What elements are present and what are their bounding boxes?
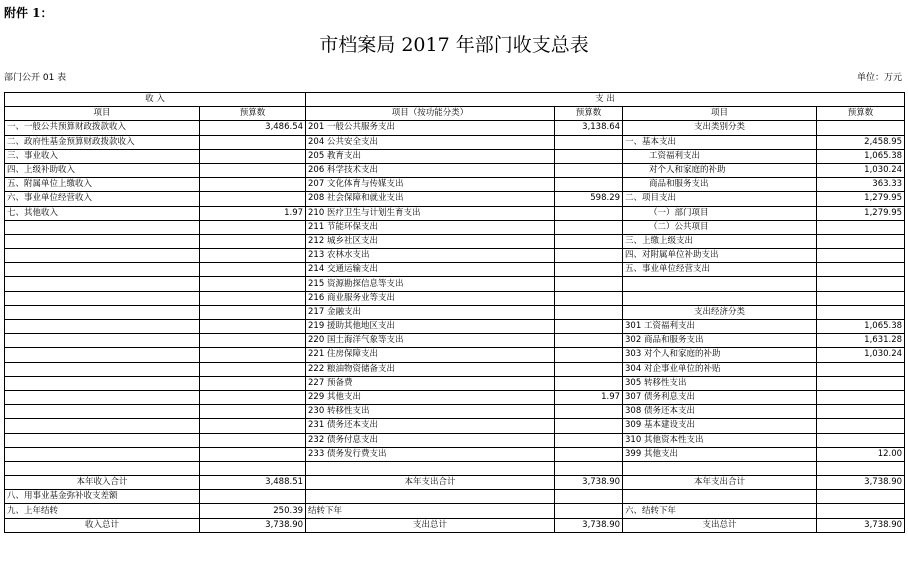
expense-function-budget-cell — [555, 376, 623, 390]
expense-function-item-cell: 219 援助其他地区支出 — [306, 320, 555, 334]
income-budget-cell — [200, 390, 306, 404]
income-item-cell — [5, 249, 200, 263]
expense-category-budget-cell: 1,065.38 — [817, 149, 905, 163]
income-item-cell — [5, 220, 200, 234]
expense-category-budget-cell — [817, 277, 905, 291]
expense-category-budget-cell — [817, 390, 905, 404]
expense-category-item-cell: 工资福利支出 — [623, 149, 817, 163]
expense-function-item-cell: 212 城乡社区支出 — [306, 234, 555, 248]
expense-function-budget-cell — [555, 206, 623, 220]
income-budget-cell — [200, 490, 306, 504]
expense-function-item-cell: 217 金融支出 — [306, 305, 555, 319]
col-header-budget: 预算数 — [200, 107, 306, 121]
expense-function-item-cell: 233 债务发行费支出 — [306, 447, 555, 461]
expense-category-budget-cell — [817, 405, 905, 419]
income-budget-cell — [200, 277, 306, 291]
income-item-cell — [5, 376, 200, 390]
expense-function-budget-cell — [555, 362, 623, 376]
expense-function-budget-cell — [555, 277, 623, 291]
table-row — [5, 121, 905, 135]
income-budget-cell — [200, 135, 306, 149]
income-item-cell — [5, 320, 200, 334]
expense-function-item-cell: 221 住房保障支出 — [306, 348, 555, 362]
table-row — [5, 249, 905, 263]
table-row — [5, 490, 905, 504]
income-item-cell — [5, 433, 200, 447]
table-row — [5, 518, 905, 532]
income-budget-cell: 1.97 — [200, 206, 306, 220]
income-budget-cell: 3,486.54 — [200, 121, 306, 135]
table-row — [5, 305, 905, 319]
table-row — [5, 419, 905, 433]
expense-function-budget-cell — [555, 405, 623, 419]
table-row — [5, 220, 905, 234]
income-item-cell — [5, 419, 200, 433]
expense-category-budget-cell — [817, 249, 905, 263]
expense-function-item-cell: 231 债务还本支出 — [306, 419, 555, 433]
expense-category-item-cell: 307 债务利息支出 — [623, 390, 817, 404]
income-budget-cell: 3,738.90 — [200, 518, 306, 532]
unit-label: 单位：万元 — [856, 73, 902, 83]
expense-function-budget-cell: 598.29 — [555, 192, 623, 206]
table-row — [5, 163, 905, 177]
expense-category-item-cell: 310 其他资本性支出 — [623, 433, 817, 447]
expense-function-item-cell: 204 公共安全支出 — [306, 135, 555, 149]
table-row — [5, 277, 905, 291]
col-header-item: 项目 — [623, 107, 817, 121]
expense-function-item-cell: 213 农林水支出 — [306, 249, 555, 263]
table-row — [5, 504, 905, 518]
expense-function-item-cell: 208 社会保障和就业支出 — [306, 192, 555, 206]
expense-function-budget-cell — [555, 447, 623, 461]
table-row — [5, 149, 905, 163]
income-item-cell — [5, 348, 200, 362]
expense-function-item-cell: 结转下年 — [306, 504, 555, 518]
expense-category-item-cell: （一）部门项目 — [623, 206, 817, 220]
income-budget-cell — [200, 362, 306, 376]
col-header-budget: 预算数 — [555, 107, 623, 121]
income-budget-cell — [200, 178, 306, 192]
expense-function-budget-cell — [555, 178, 623, 192]
expense-function-item-cell: 201 一般公共服务支出 — [306, 121, 555, 135]
expense-function-item-cell — [306, 490, 555, 504]
expense-category-budget-cell: 12.00 — [817, 447, 905, 461]
income-item-cell — [5, 305, 200, 319]
expense-function-budget-cell — [555, 334, 623, 348]
expense-function-budget-cell — [555, 433, 623, 447]
income-budget-cell — [200, 320, 306, 334]
income-item-cell: 六、事业单位经营收入 — [5, 192, 200, 206]
income-item-cell: 八、用事业基金弥补收支差额 — [5, 490, 200, 504]
expense-function-item-cell: 227 预备费 — [306, 376, 555, 390]
col-header-item: 项目 — [5, 107, 200, 121]
income-budget-cell — [200, 461, 306, 475]
income-budget-cell — [200, 163, 306, 177]
expense-function-budget-cell — [555, 419, 623, 433]
income-budget-cell — [200, 249, 306, 263]
expense-category-budget-cell: 1,279.95 — [817, 206, 905, 220]
expense-category-item-cell: 对个人和家庭的补助 — [623, 163, 817, 177]
income-budget-cell — [200, 291, 306, 305]
income-item-cell — [5, 263, 200, 277]
expense-category-budget-cell — [817, 433, 905, 447]
expense-category-item-cell: 本年支出合计 — [623, 476, 817, 490]
expense-function-budget-cell — [555, 135, 623, 149]
expense-category-budget-cell: 1,065.38 — [817, 320, 905, 334]
income-item-cell: 四、上级补助收入 — [5, 163, 200, 177]
income-item-cell — [5, 447, 200, 461]
income-budget-cell — [200, 405, 306, 419]
expense-category-item-cell: 三、上缴上级支出 — [623, 234, 817, 248]
expense-category-item-cell: 支出类别分类 — [623, 121, 817, 135]
income-item-cell — [5, 461, 200, 475]
table-row — [5, 376, 905, 390]
income-item-cell — [5, 234, 200, 248]
income-item-cell: 收入总计 — [5, 518, 200, 532]
income-budget-cell — [200, 234, 306, 248]
income-budget-cell — [200, 433, 306, 447]
income-budget-cell — [200, 192, 306, 206]
expense-category-budget-cell — [817, 376, 905, 390]
expense-function-budget-cell — [555, 504, 623, 518]
table-row — [5, 433, 905, 447]
expense-category-item-cell: 商品和服务支出 — [623, 178, 817, 192]
income-item-cell — [5, 405, 200, 419]
table-row — [5, 348, 905, 362]
expense-function-budget-cell — [555, 163, 623, 177]
income-budget-cell — [200, 263, 306, 277]
expense-function-item-cell: 232 债务付息支出 — [306, 433, 555, 447]
expense-category-budget-cell: 363.33 — [817, 178, 905, 192]
expense-category-budget-cell: 2,458.95 — [817, 135, 905, 149]
expense-category-budget-cell — [817, 291, 905, 305]
expense-category-item-cell: 308 债务还本支出 — [623, 405, 817, 419]
expense-function-budget-cell — [555, 291, 623, 305]
expense-function-budget-cell: 3,738.90 — [555, 476, 623, 490]
expense-category-item-cell: 309 基本建设支出 — [623, 419, 817, 433]
table-row — [5, 390, 905, 404]
income-item-cell: 二、政府性基金预算财政拨款收入 — [5, 135, 200, 149]
income-budget-cell — [200, 376, 306, 390]
page-title: 市档案局 2017 年部门收支总表 — [319, 34, 589, 56]
expense-function-budget-cell — [555, 348, 623, 362]
expense-category-budget-cell — [817, 461, 905, 475]
expense-category-item-cell: 支出经济分类 — [623, 305, 817, 319]
income-budget-cell — [200, 419, 306, 433]
table-row — [5, 320, 905, 334]
income-item-cell: 七、其他收入 — [5, 206, 200, 220]
expense-function-budget-cell: 3,138.64 — [555, 121, 623, 135]
expense-category-item-cell: 一、基本支出 — [623, 135, 817, 149]
form-id: 部门公开 01 表 — [4, 73, 67, 83]
expense-function-item-cell: 229 其他支出 — [306, 390, 555, 404]
expense-category-item-cell: 二、项目支出 — [623, 192, 817, 206]
expense-category-budget-cell — [817, 234, 905, 248]
expense-function-item-cell: 207 文化体育与传媒支出 — [306, 178, 555, 192]
expense-category-budget-cell: 1,279.95 — [817, 192, 905, 206]
income-item-cell — [5, 291, 200, 305]
income-budget-cell: 250.39 — [200, 504, 306, 518]
expense-category-item-cell — [623, 277, 817, 291]
expense-category-budget-cell: 3,738.90 — [817, 518, 905, 532]
expense-category-item-cell: 302 商品和服务支出 — [623, 334, 817, 348]
col-header-item-function: 项目（按功能分类） — [306, 107, 555, 121]
table-row — [5, 234, 905, 248]
income-budget-cell: 3,488.51 — [200, 476, 306, 490]
expense-function-budget-cell: 1.97 — [555, 390, 623, 404]
expense-function-budget-cell — [555, 234, 623, 248]
expense-function-item-cell: 216 商业服务业等支出 — [306, 291, 555, 305]
expense-category-item-cell: （二）公共项目 — [623, 220, 817, 234]
expense-function-item-cell: 206 科学技术支出 — [306, 163, 555, 177]
income-item-cell — [5, 362, 200, 376]
column-header-row — [5, 107, 905, 121]
attachment-label: 附件 1： — [4, 6, 53, 20]
expense-category-item-cell: 305 转移性支出 — [623, 376, 817, 390]
income-budget-cell — [200, 220, 306, 234]
expense-function-item-cell: 本年支出合计 — [306, 476, 555, 490]
budget-table — [4, 92, 905, 533]
expense-function-budget-cell — [555, 490, 623, 504]
expense-function-budget-cell — [555, 461, 623, 475]
table-row — [5, 362, 905, 376]
expense-category-item-cell — [623, 461, 817, 475]
income-item-cell: 九、上年结转 — [5, 504, 200, 518]
table-row — [5, 334, 905, 348]
expense-function-item-cell: 215 资源勘探信息等支出 — [306, 277, 555, 291]
expense-category-item-cell: 五、事业单位经营支出 — [623, 263, 817, 277]
expense-category-budget-cell — [817, 121, 905, 135]
income-item-cell: 一、一般公共预算财政拨款收入 — [5, 121, 200, 135]
expense-category-item-cell: 301 工资福利支出 — [623, 320, 817, 334]
table-row — [5, 178, 905, 192]
expense-group-header: 支 出 — [306, 93, 905, 107]
expense-function-item-cell: 230 转移性支出 — [306, 405, 555, 419]
income-budget-cell — [200, 348, 306, 362]
expense-function-budget-cell — [555, 249, 623, 263]
income-budget-cell — [200, 149, 306, 163]
expense-function-budget-cell — [555, 305, 623, 319]
col-header-budget: 预算数 — [817, 107, 905, 121]
expense-function-budget-cell — [555, 149, 623, 163]
table-row — [5, 476, 905, 490]
expense-category-item-cell: 支出总计 — [623, 518, 817, 532]
expense-function-item-cell: 支出总计 — [306, 518, 555, 532]
table-row — [5, 447, 905, 461]
expense-category-item-cell — [623, 291, 817, 305]
expense-function-budget-cell: 3,738.90 — [555, 518, 623, 532]
expense-category-budget-cell — [817, 419, 905, 433]
expense-function-item-cell: 214 交通运输支出 — [306, 263, 555, 277]
income-item-cell — [5, 277, 200, 291]
table-row — [5, 291, 905, 305]
expense-function-budget-cell — [555, 320, 623, 334]
table-row — [5, 135, 905, 149]
expense-function-item-cell: 210 医疗卫生与计划生育支出 — [306, 206, 555, 220]
table-row — [5, 263, 905, 277]
expense-category-budget-cell: 1,631.28 — [817, 334, 905, 348]
table-row — [5, 461, 905, 475]
expense-category-item-cell: 六、结转下年 — [623, 504, 817, 518]
expense-function-item-cell: 211 节能环保支出 — [306, 220, 555, 234]
expense-category-budget-cell: 1,030.24 — [817, 163, 905, 177]
income-budget-cell — [200, 447, 306, 461]
expense-category-item-cell — [623, 490, 817, 504]
table-row — [5, 192, 905, 206]
expense-function-budget-cell — [555, 263, 623, 277]
expense-category-budget-cell — [817, 504, 905, 518]
income-item-cell: 本年收入合计 — [5, 476, 200, 490]
group-header-row — [5, 93, 905, 107]
table-row — [5, 405, 905, 419]
expense-category-budget-cell — [817, 490, 905, 504]
table-row — [5, 206, 905, 220]
income-item-cell — [5, 390, 200, 404]
expense-category-item-cell: 399 其他支出 — [623, 447, 817, 461]
expense-category-budget-cell — [817, 305, 905, 319]
expense-function-budget-cell — [555, 220, 623, 234]
expense-category-budget-cell: 3,738.90 — [817, 476, 905, 490]
income-item-cell: 三、事业收入 — [5, 149, 200, 163]
expense-category-item-cell: 304 对企事业单位的补贴 — [623, 362, 817, 376]
expense-function-item-cell — [306, 461, 555, 475]
expense-category-item-cell: 四、对附属单位补助支出 — [623, 249, 817, 263]
expense-function-item-cell: 220 国土海洋气象等支出 — [306, 334, 555, 348]
income-budget-cell — [200, 334, 306, 348]
expense-function-item-cell: 222 粮油物资储备支出 — [306, 362, 555, 376]
expense-category-budget-cell: 1,030.24 — [817, 348, 905, 362]
expense-category-item-cell: 303 对个人和家庭的补助 — [623, 348, 817, 362]
income-group-header: 收 入 — [5, 93, 306, 107]
expense-category-budget-cell — [817, 220, 905, 234]
income-item-cell: 五、附属单位上缴收入 — [5, 178, 200, 192]
expense-function-item-cell: 205 教育支出 — [306, 149, 555, 163]
income-item-cell — [5, 334, 200, 348]
income-budget-cell — [200, 305, 306, 319]
expense-category-budget-cell — [817, 362, 905, 376]
expense-category-budget-cell — [817, 263, 905, 277]
